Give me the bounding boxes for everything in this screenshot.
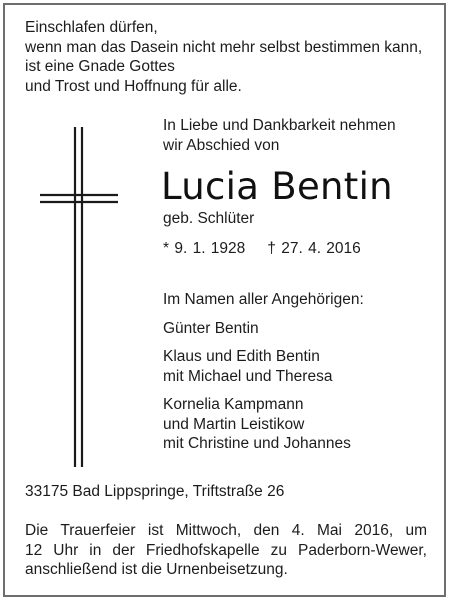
deceased-name: Lucia Bentin — [161, 165, 393, 208]
mourner-group — [163, 347, 332, 386]
mourner-address: 33175 Bad Lippspringe, Triftstraße 26 — [25, 483, 285, 500]
mourner-line: Kornelia Kampmann — [163, 396, 304, 413]
mourner-line: und Martin Leistikow — [163, 415, 305, 433]
motto-line: wenn man das Dasein nicht mehr selbst bestimmen kann, — [25, 38, 423, 56]
mourner-group — [163, 395, 351, 454]
obituary-notice — [3, 3, 446, 597]
intro-text — [163, 116, 396, 155]
motto-verse — [25, 18, 422, 96]
death-date: † 27. 4. 2016 — [267, 240, 361, 257]
intro-line: In Liebe und Dankbarkeit nehmen — [163, 117, 396, 134]
mourner-line: Günter Bentin — [163, 320, 259, 337]
mourner-line: mit Michael und Theresa — [163, 367, 333, 385]
intro-line: wir Abschied von — [163, 136, 280, 154]
life-dates — [163, 239, 361, 259]
mourner-line: mit Christine und Johannes — [163, 435, 351, 452]
born-name: geb. Schlüter — [163, 210, 255, 227]
mourners-heading: Im Namen aller Angehörigen: — [163, 291, 364, 308]
ceremony-info — [25, 521, 427, 580]
ceremony-line: 12 Uhr in der Friedhofskapelle zu Paderborn-Wewer, — [25, 541, 427, 559]
motto-line: Einschlafen dürfen, — [25, 19, 158, 36]
ceremony-line: anschließend ist die Urnenbeisetzung. — [25, 561, 288, 578]
motto-line: und Trost und Hoffnung für alle. — [25, 77, 242, 95]
mourner-line: Klaus und Edith Bentin — [163, 348, 320, 365]
birth-date: * 9. 1. 1928 — [163, 240, 246, 257]
motto-line: ist eine Gnade Gottes — [25, 58, 175, 75]
mourner-group — [163, 319, 259, 339]
ceremony-line: Die Trauerfeier ist Mittwoch, den 4. Mai 2016, um — [25, 522, 427, 539]
cross-icon — [40, 127, 118, 467]
